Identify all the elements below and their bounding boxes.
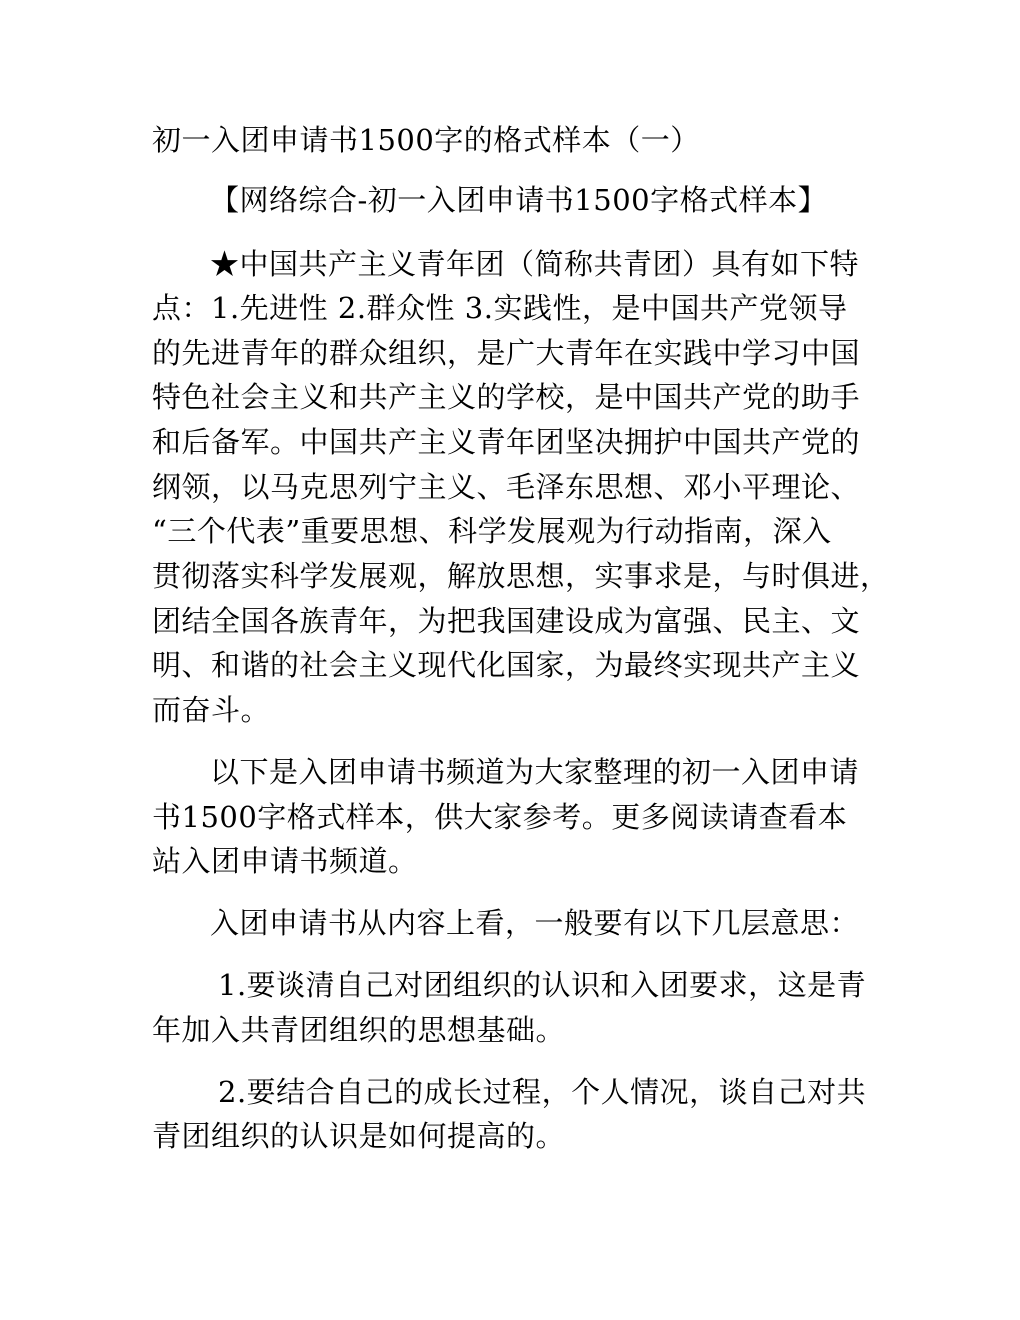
paragraph-line: 而奋斗。 (152, 693, 271, 727)
paragraph-line: 纲领，以马克思列宁主义、毛泽东思想、邓小平理论、 (152, 470, 861, 504)
paragraph-line: 团结全国各族青年，为把我国建设成为富强、民主、文 (152, 604, 861, 638)
paragraph-line: 和后备军。中国共产主义青年团坚决拥护中国共产党的 (152, 425, 861, 459)
paragraph-line: 的先进青年的群众组织，是广大青年在实践中学习中国 (152, 336, 861, 370)
paragraph-line: 年加入共青团组织的思想基础。 (152, 1013, 566, 1047)
paragraph-line: 入团申请书从内容上看，一般要有以下几层意思： (210, 906, 860, 940)
paragraph-line: “三个代表”重要思想、科学发展观为行动指南，深入 (152, 514, 832, 548)
document-title: 初一入团申请书1500字的格式样本（一） (152, 123, 700, 157)
paragraph-line: 2.要结合自己的成长过程，个人情况，谈自己对共 (218, 1075, 867, 1109)
paragraph-line: 1.要谈清自己对团组织的认识和入团要求，这是青 (218, 968, 867, 1002)
paragraph-line: 青团组织的认识是如何提高的。 (152, 1119, 566, 1153)
paragraph-line: 以下是入团申请书频道为大家整理的初一入团申请 (210, 755, 860, 789)
paragraph-line: 书1500字格式样本，供大家参考。更多阅读请查看本 (152, 800, 848, 834)
paragraph-line: ★中国共产主义青年团（简称共青团）具有如下特 (210, 247, 860, 281)
document-subtitle: 【网络综合-初一入团申请书1500字格式样本】 (210, 183, 828, 217)
paragraph-line: 站入团申请书频道。 (152, 844, 418, 878)
paragraph-line: 特色社会主义和共产主义的学校，是中国共产党的助手 (152, 380, 861, 414)
paragraph-line: 点：1.先进性 2.群众性 3.实践性，是中国共产党领导 (152, 291, 848, 325)
paragraph-line: 明、和谐的社会主义现代化国家，为最终实现共产主义 (152, 648, 861, 682)
paragraph-line: 贯彻落实科学发展观，解放思想，实事求是，与时俱进， (152, 559, 890, 593)
